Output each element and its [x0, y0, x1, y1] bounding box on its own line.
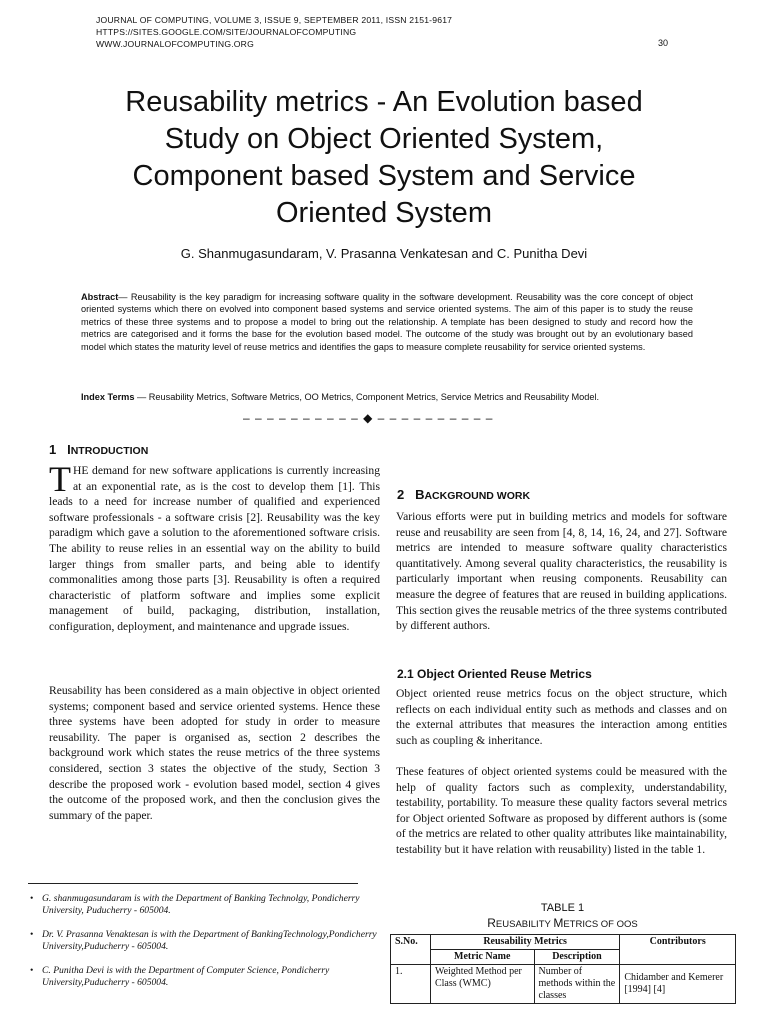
- footnote-bullet: •: [30, 929, 34, 940]
- subsection-2-1-heading: 2.1 Object Oriented Reuse Metrics: [397, 667, 592, 681]
- cell-contributors: Chidamber and Kemerer [1994] [4]: [620, 965, 736, 1004]
- table-caption-part-1: EUSABILITY: [495, 919, 554, 930]
- abstract-text: — Reusability is the key paradigm for increasing software quality in the software development. Reusability was the core concept of object oriented systems which there on evolved into component based systems and service oriented systems. The aim of this paper is to study the reuse metrics of these three systems and to propose a model to bring out the relationship. A template has been designed to study and record how the metrics are categorised and it forms the base for the evolution based model. The outcome of the study was brought out by an evolutionary based model which states the maturity level of reuse metrics and identifies the gaps to measure complete reusability for service oriented systems.: [81, 292, 693, 352]
- cell-sno: 1.: [391, 965, 431, 1004]
- footnote-rule: [28, 883, 358, 884]
- header-url-line: HTTPS://SITES.GOOGLE.COM/SITE/JOURNALOFCOMPUTING: [96, 27, 357, 37]
- cell-metric-name: Weighted Method per Class (WMC): [430, 965, 534, 1004]
- table-header-row: [391, 935, 736, 950]
- header-description: Description: [534, 950, 620, 965]
- table-caption-part-2: ETRICS OF: [563, 919, 617, 930]
- header-reusability-metrics: Reusability Metrics: [430, 935, 619, 950]
- header-metric-name: Metric Name: [430, 950, 534, 965]
- abstract-label: Abstract: [81, 292, 119, 302]
- background-paragraph: Various efforts were put in building metrics and models for software reuse and reusability are seen from [4, 8, 14, 16, 24, and 27]. Software metrics are intended to measure software quality characteristics quantitatively. Among several quality characteristics, the reusability is particularly important when reusing components. Reusability can measure the degree of features that are reused in building applications. This section gives the reusable metrics of the three systems contributed by different authors.: [396, 510, 727, 633]
- section-separator: – – – – – – – – – – ◆ – – – – – – – – – –: [243, 411, 494, 425]
- title-line-3: Component based System and Service: [132, 160, 636, 192]
- intro-paragraph-1-text: HE demand for new software applications is currently increasing at an exponential rate, as is the cost to develop them [1]. This leads to a need for increase number of qualified and experienced software professionals - a software crisis [2]. Reusability was the key paradigm which gave a solution to the aforementioned software crisis. The ability to reuse relies in an essential way on the ability to build larger things from smaller parts, and being able to identify commonalities among those parts [3]. Reusability is often a required characteristic of platform software and implies some explicit management of build, packaging, distribution, installation, configuration, deployment, and maintenance and upgrade issues.: [49, 464, 380, 633]
- table-caption-end: OOS: [616, 919, 638, 930]
- section-2-number: 2: [397, 487, 405, 502]
- section-1-number: 1: [49, 442, 57, 457]
- section-1-heading-initial: I: [67, 442, 71, 457]
- section-1-heading-rest: NTRODUCTION: [70, 445, 149, 457]
- journal-header: [96, 14, 452, 50]
- title-line-1: Reusability metrics - An Evolution based: [125, 86, 643, 118]
- header-contributors: Contributors: [620, 935, 736, 965]
- table-row: [391, 965, 736, 1004]
- index-terms-text: — Reusability Metrics, Software Metrics, OO Metrics, Component Metrics, Service Metrics and Reusability Model.: [134, 392, 600, 402]
- footnote-bullet: •: [30, 965, 34, 976]
- footnote-3: [30, 965, 380, 989]
- paper-title: [60, 84, 708, 232]
- header-sno: S.No.: [391, 935, 431, 965]
- page-number: 30: [658, 38, 669, 48]
- author-list: G. Shanmugasundaram, V. Prasanna Venkatesan and C. Punitha Devi: [180, 246, 588, 261]
- cell-description: Number of methods within the classes: [534, 965, 620, 1004]
- footnote-1-text: G. shanmugasundaram is with the Department of Banking Technolgy, Pondicherry University, Puducherry - 605004.: [42, 893, 360, 916]
- table-caption: [390, 916, 735, 930]
- header-journal-line: JOURNAL OF COMPUTING, VOLUME 3, ISSUE 9, SEPTEMBER 2011, ISSN 2151-9617: [96, 15, 453, 25]
- title-line-4: Oriented System: [276, 197, 492, 229]
- index-terms-label: Index Terms: [81, 392, 135, 402]
- reusability-metrics-table: [390, 934, 736, 1004]
- footnote-2-text: Dr. V. Prasanna Venaktesan is with the Department of BankingTechnology,Pondicherry University,Puducherry - 605004.: [42, 929, 377, 952]
- footnote-2: [30, 929, 380, 953]
- oo-metrics-paragraph-2: These features of object oriented systems could be measured with the help of quality factors such as complexity, understandability, testability, portability. To measure these quality factors several metrics for Object oriented Software as proposed by different authors is (some of the metrics are related to other quality attributes like maintainability, testability but it have relation with reusability) listed in the table 1.: [396, 765, 727, 856]
- index-terms: [81, 392, 701, 402]
- section-1-heading: [49, 442, 148, 457]
- section-2-heading-rest: ACKGROUND WORK: [424, 490, 531, 502]
- intro-paragraph-1: [49, 459, 380, 635]
- section-2-heading: [397, 487, 530, 502]
- section-2-heading-initial: B: [415, 487, 425, 502]
- footnote-1: [30, 893, 380, 917]
- title-line-2: Study on Object Oriented System,: [164, 123, 604, 155]
- table-caption-initial-1: R: [487, 916, 496, 930]
- table-caption-initial-2: M: [553, 916, 564, 930]
- oo-metrics-paragraph-1: Object oriented reuse metrics focus on the object structure, which reflects on each individual entity such as methods and classes and on the external attributes that measures the interaction among entities such as coupling & inheritance.: [396, 687, 727, 747]
- footnote-3-text: C. Punitha Devi is with the Department of Computer Science, Pondicherry University,Puducherry - 605004.: [42, 965, 330, 988]
- drop-cap: T: [49, 459, 71, 499]
- header-website-line: WWW.JOURNALOFCOMPUTING.ORG: [96, 39, 254, 49]
- footnote-bullet: •: [30, 893, 34, 904]
- table-label: TABLE 1: [540, 902, 585, 914]
- abstract: [81, 291, 693, 353]
- intro-paragraph-2: Reusability has been considered as a main objective in object oriented systems; component based and service oriented systems. Hence these three systems have been adopted for study in order to measure reusability. The paper is organised as, section 2 describes the background work which states the reuse metrics of the three systems considered, section 3 states the objective of the study, Section 3 describe the proposed work - evolution based model, section 4 gives the outcome of the proposed work, and then the conclusion gives the summary of the paper.: [49, 684, 380, 822]
